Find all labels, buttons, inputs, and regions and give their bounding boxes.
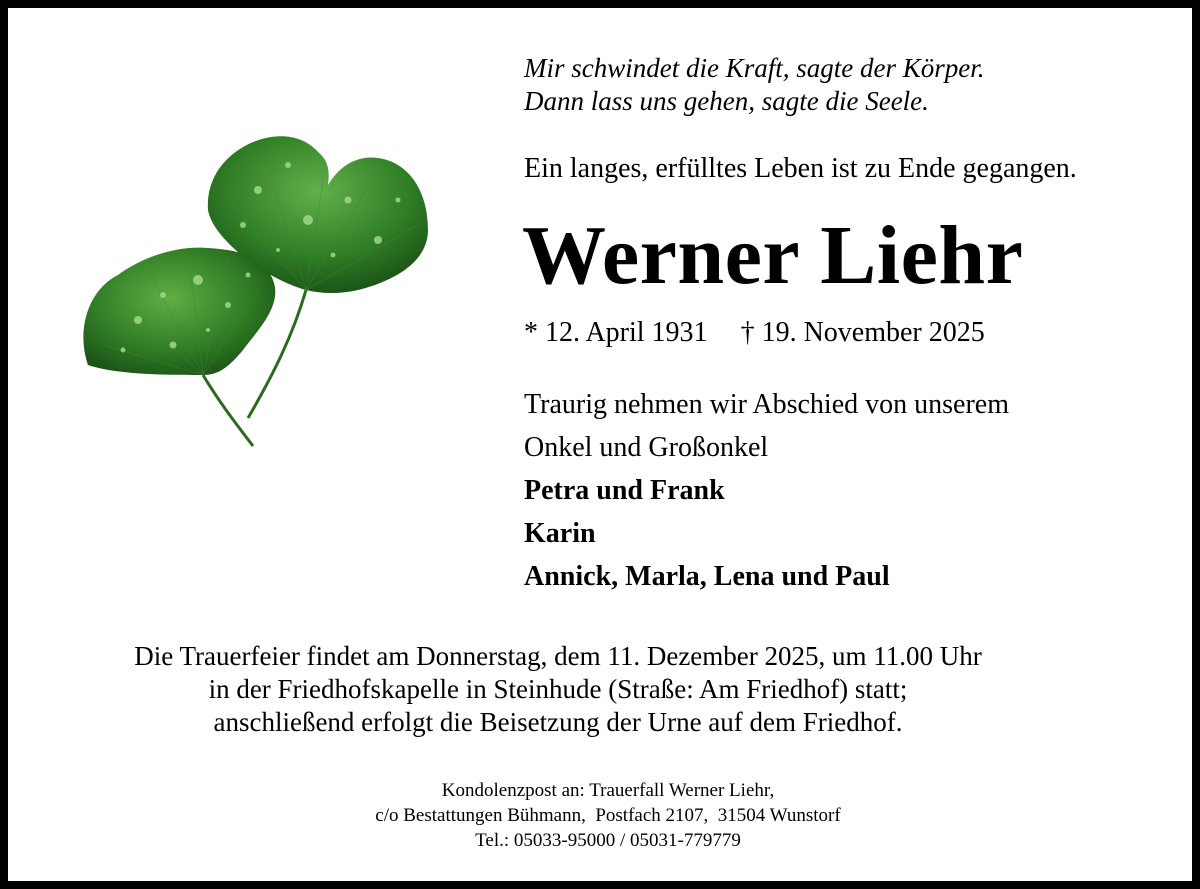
mourner-name: Annick, Marla, Lena und Paul — [524, 561, 890, 592]
left-leaf — [83, 248, 275, 375]
poem-quote — [524, 52, 985, 118]
mourner-name: Karin — [524, 518, 596, 549]
birth-date: * 12. April 1931 — [524, 317, 708, 348]
life-dates — [524, 316, 985, 350]
deceased-name: Werner Liehr — [522, 209, 1024, 302]
quote-line-2: Dann lass uns gehen, sagte die Seele. — [524, 86, 929, 116]
funeral-details — [108, 640, 1008, 739]
mourners-intro: Traurig nehmen wir Abschied von unserem — [524, 389, 1009, 420]
mourner-name: Petra und Frank — [524, 475, 725, 506]
intro-text: Ein langes, erfülltes Leben ist zu Ende gegangen. — [524, 153, 1077, 184]
contact-line-2: c/o Bestattungen Bühmann, Postfach 2107, 31504 Wunstorf — [375, 805, 841, 826]
contact-line-1: Kondolenzpost an: Trauerfall Werner Liehr, — [441, 780, 775, 801]
mourners-relation: Onkel und Großonkel — [524, 432, 769, 463]
quote-line-1: Mir schwindet die Kraft, sagte der Körper. — [524, 53, 985, 83]
funeral-line-2: in der Friedhofskapelle in Steinhude (Straße: Am Friedhof) statt; — [208, 674, 908, 704]
death-date: † 19. November 2025 — [740, 317, 985, 348]
funeral-line-1: Die Trauerfeier findet am Donnerstag, dem 11. Dezember 2025, um 11.00 Uhr — [134, 641, 982, 671]
condolence-contact — [308, 778, 908, 853]
contact-line-3: Tel.: 05033-95000 / 05031-779779 — [475, 830, 741, 851]
ginkgo-leaves-icon — [78, 130, 438, 460]
mourners-block — [524, 388, 1009, 603]
funeral-line-3: anschließend erfolgt die Beisetzung der Urne auf dem Friedhof. — [213, 707, 903, 737]
